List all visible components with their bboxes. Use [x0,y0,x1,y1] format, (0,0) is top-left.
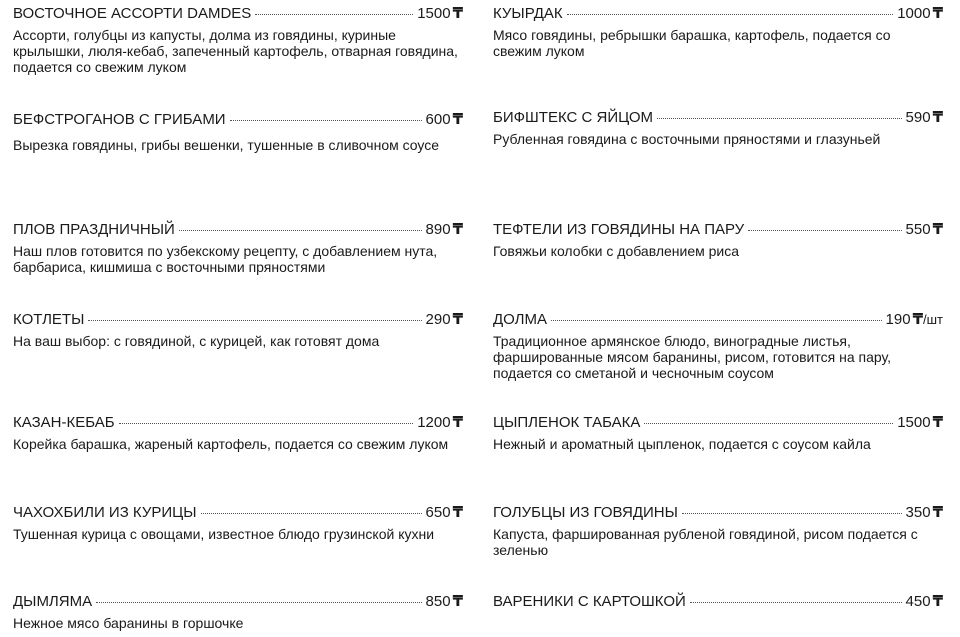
tenge-icon: ₸ [932,5,943,22]
dish-description: Ассорти, голубцы из капусты, долма из говядины, куриные крылышки, люля-кебаб, запеченный картофель, отварная говядина, подается со свежим луком [13,27,458,75]
dish-description: Говяжьи колобки с добавлением риса [493,243,740,259]
dish-price [426,504,463,522]
price-value: 290 [425,311,451,328]
dish-description: Рубленная говядина с восточными пряностями и глазуньей [493,131,881,147]
price-value: 590 [905,109,931,126]
menu-item [493,221,943,259]
dish-name: ЧАХОХБИЛИ ИЗ КУРИЦЫ [13,504,197,521]
dish-price [897,414,943,432]
tenge-icon: ₸ [932,109,943,126]
dish-name: КОТЛЕТЫ [13,311,85,328]
tenge-icon: ₸ [932,414,943,431]
dish-description: Капуста, фаршированная рубленой говядиной, рисом подается с зеленью [493,526,918,558]
tenge-icon: ₸ [452,111,463,128]
dish-name: КУЫРДАК [493,5,563,22]
dish-name: КАЗАН-КЕБАБ [13,414,115,431]
dish-description: Корейка барашка, жареный картофель, подается со свежим луком [13,436,449,452]
menu-item [13,414,463,452]
menu-item [493,311,943,381]
dotted-leader [657,118,901,119]
dish-price [886,311,943,329]
dotted-leader [255,14,413,15]
dotted-leader [179,230,422,231]
dish-price [906,221,943,239]
dish-name: ПЛОВ ПРАЗДНИЧНЫЙ [13,221,175,238]
dish-price [426,311,463,329]
dish-name: ТЕФТЕЛИ ИЗ ГОВЯДИНЫ НА ПАРУ [493,221,745,238]
dish-name: ДОЛМА [493,311,548,328]
price-suffix: /шт [923,312,943,327]
dish-name: БЕФСТРОГАНОВ С ГРИБАМИ [13,111,226,128]
dish-price [897,5,943,23]
tenge-icon: ₸ [912,311,923,328]
dish-name: БИФШТЕКС С ЯЙЦОМ [493,109,654,126]
menu-item-header [13,111,463,129]
dish-description: Наш плов готовится по узбекскому рецепту, с добавлением нута, барбариса, кишмиша с восточными пряностями [13,243,438,275]
menu-item-header [493,109,943,127]
menu-item [13,311,463,349]
menu-item-header [493,593,943,611]
price-value: 1000 [897,5,931,22]
dotted-leader [230,120,422,121]
tenge-icon: ₸ [932,593,943,610]
dotted-leader [748,230,901,231]
menu-item-header [13,504,463,522]
price-value: 600 [425,111,451,128]
price-value: 1500 [417,5,451,22]
dish-price [426,221,463,239]
dish-description: Мясо говядины, ребрышки барашка, картофель, подается со свежим луком [493,27,891,59]
tenge-icon: ₸ [452,504,463,521]
dotted-leader [201,513,422,514]
price-value: 650 [425,504,451,521]
menu-item-header [13,311,463,329]
price-value: 1200 [417,414,451,431]
price-value: 190 [885,311,911,328]
tenge-icon: ₸ [452,311,463,328]
tenge-icon: ₸ [932,504,943,521]
dotted-leader [682,513,902,514]
price-value: 850 [425,593,451,610]
dish-description: Тушенная курица с овощами, известное блюдо грузинской кухни [13,526,435,542]
dish-name: ГОЛУБЦЫ ИЗ ГОВЯДИНЫ [493,504,678,521]
dish-price [426,593,463,611]
dish-description: Вырезка говядины, грибы вешенки, тушенные в сливочном соусе [13,137,440,153]
dish-name: ВОСТОЧНОЕ АССОРТИ DAMDES [13,5,252,22]
menu-item-header [13,593,463,611]
dish-name: ДЫМЛЯМА [13,593,93,610]
menu-item [13,5,463,75]
dish-description: Нежный и ароматный цыпленок, подается с соусом кайла [493,436,871,452]
tenge-icon: ₸ [452,221,463,238]
tenge-icon: ₸ [932,221,943,238]
menu-item [13,111,463,159]
dotted-leader [690,602,902,603]
dotted-leader [551,320,882,321]
menu-item [13,504,463,542]
menu-item [493,414,943,452]
dish-price [906,504,943,522]
tenge-icon: ₸ [452,593,463,610]
menu-item-header [13,414,463,432]
menu-item-header [13,5,463,23]
price-value: 550 [905,221,931,238]
menu-item-header [493,504,943,522]
tenge-icon: ₸ [452,414,463,431]
dish-name: ЦЫПЛЕНОК ТАБАКА [493,414,641,431]
dotted-leader [96,602,421,603]
menu-item-header [493,221,943,239]
dish-description: На ваш выбор: с говядиной, с курицей, как готовят дома [13,333,380,349]
menu-item-header [493,5,943,23]
menu-item-header [493,414,943,432]
price-value: 890 [425,221,451,238]
menu-item [493,5,943,59]
dish-price [417,414,463,432]
menu-item-header [493,311,943,329]
price-value: 350 [905,504,931,521]
dish-name: ВАРЕНИКИ С КАРТОШКОЙ [493,593,686,610]
price-value: 450 [905,593,931,610]
price-value: 1500 [897,414,931,431]
menu-item [493,504,943,558]
dish-price [906,593,943,611]
menu-item [493,593,943,615]
dotted-leader [567,14,894,15]
dish-price [906,109,943,127]
menu-item [13,593,463,631]
menu-item [493,109,943,147]
dish-price [426,111,463,129]
dotted-leader [88,320,421,321]
dish-description: Традиционное армянское блюдо, виноградные листья, фаршированные мясом баранины, рисом, готовится на пару, подается со сметаной и чесночным соусом [493,333,891,381]
dotted-leader [119,423,414,424]
dish-description: Нежное мясо баранины в горшочке [13,615,244,631]
menu-item-header [13,221,463,239]
dish-price [417,5,463,23]
tenge-icon: ₸ [452,5,463,22]
dotted-leader [644,423,893,424]
menu-item [13,221,463,275]
